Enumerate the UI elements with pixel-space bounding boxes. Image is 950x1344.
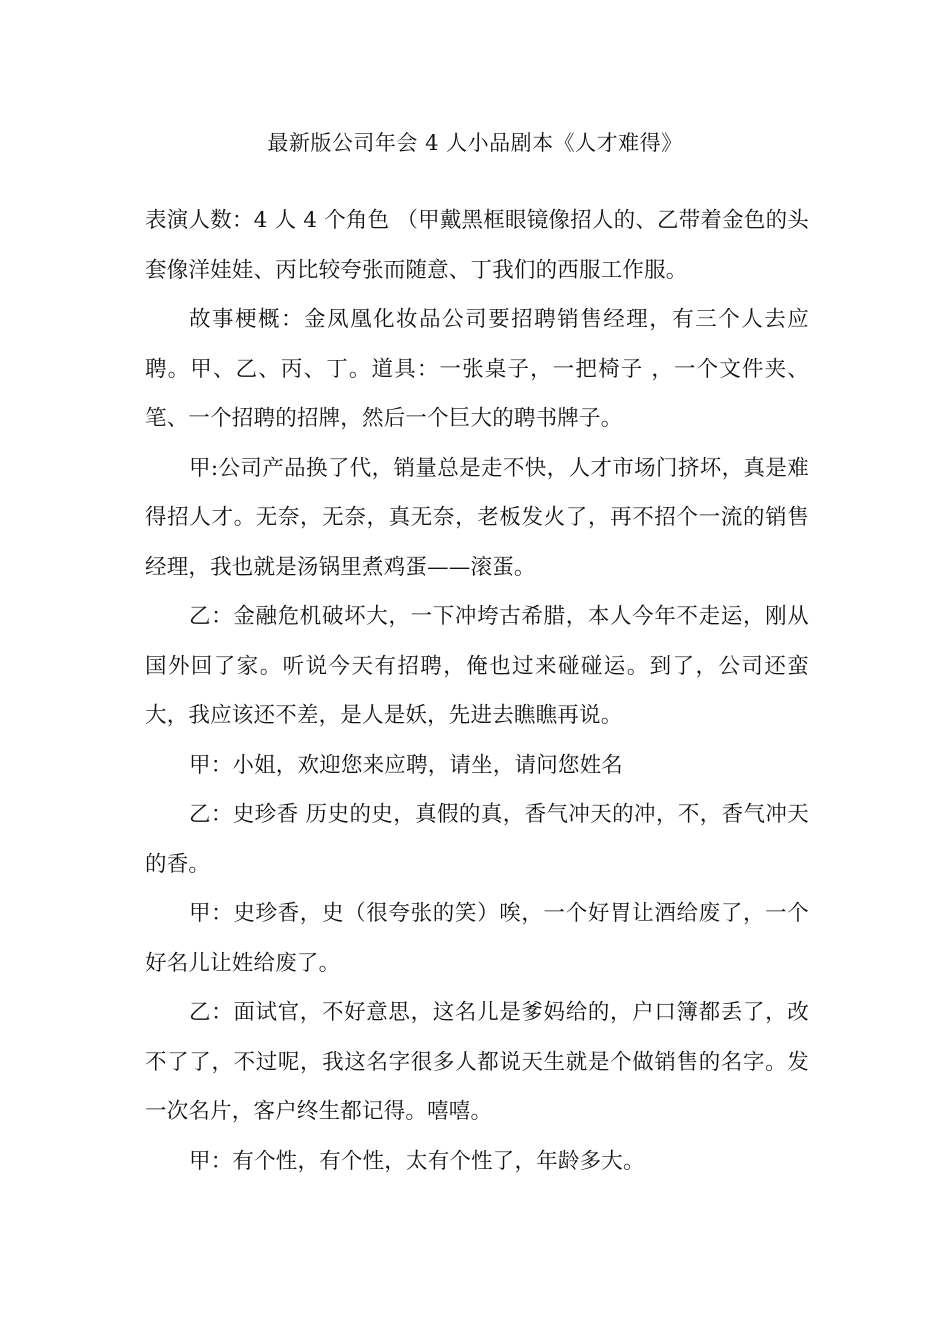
paragraph: 表演人数：4 人 4 个角色 （甲戴黑框眼镜像招人的、乙带着金色的头套像洋娃娃、丙比较夸张而随意、丁我们的西服工作服。 xyxy=(145,208,809,283)
paragraph: 甲：史珍香，史（很夸张的笑）唉，一个好胃让酒给废了，一个好名儿让姓给废了。 xyxy=(145,901,809,976)
paragraph: 乙：金融危机破坏大，一下冲垮古希腊，本人今年不走运，刚从国外回了家。听说今天有招聘，俺也过来碰碰运。到了，公司还蛮大，我应该还不差，是人是妖，先进去瞧瞧再说。 xyxy=(145,604,809,728)
paragraph: 故事梗概：金凤凰化妆品公司要招聘销售经理，有三个人去应聘。甲、乙、丙、丁。道具：一张桌子，一把椅子 ，一个文件夹、笔、一个招聘的招牌，然后一个巨大的聘书牌子。 xyxy=(145,307,809,431)
document-title: 最新版公司年会 4 人小品剧本《人才难得》 xyxy=(267,131,683,155)
paragraph: 甲：小姐，欢迎您来应聘，请坐，请问您姓名 xyxy=(189,752,624,778)
paragraph: 乙：史珍香 历史的史，真假的真，香气冲天的冲，不，香气冲天的香。 xyxy=(145,802,809,877)
document-body xyxy=(145,196,809,1186)
paragraph: 甲:公司产品换了代，销量总是走不快，人才市场门挤坏，真是难得招人才。无奈，无奈，真无奈，老板发火了，再不招个一流的销售经理，我也就是汤锅里煮鸡蛋——滚蛋。 xyxy=(145,455,809,580)
paragraph: 乙：面试官，不好意思，这名儿是爹妈给的，户口簿都丢了，改不了了，不过呢，我这名字很多人都说天生就是个做销售的名字。发一次名片，客户终生都记得。嘻嘻。 xyxy=(145,1000,809,1124)
paragraph: 甲：有个性，有个性，太有个性了，年龄多大。 xyxy=(189,1148,645,1174)
